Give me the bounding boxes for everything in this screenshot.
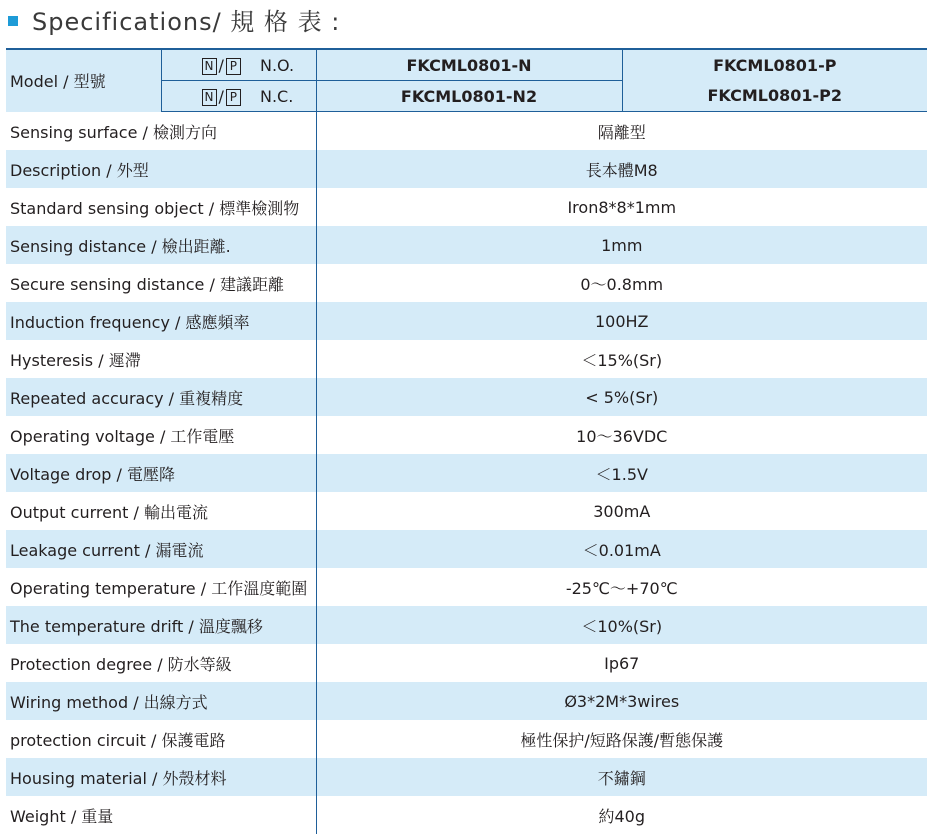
spec-row <box>6 720 927 758</box>
model-p2: FKCML0801-P2 <box>622 81 927 112</box>
spec-label: Weight / 重量 <box>6 796 316 834</box>
spec-label: The temperature drift / 溫度飄移 <box>6 606 316 644</box>
nc-label: N.C. <box>259 86 294 106</box>
spec-label: Sensing distance / 檢出距離. <box>6 226 316 264</box>
spec-label: Wiring method / 出線方式 <box>6 682 316 720</box>
spec-label: Output current / 輸出電流 <box>6 492 316 530</box>
spec-label: Leakage current / 漏電流 <box>6 530 316 568</box>
spec-value: 約40g <box>598 806 646 826</box>
spec-label: Operating temperature / 工作溫度範圍 <box>6 568 316 606</box>
spec-value: 0～0.8mm <box>580 274 664 294</box>
spec-value: Ø3*2M*3wires <box>316 682 927 720</box>
spec-row <box>6 606 927 644</box>
p-box: P <box>226 89 241 106</box>
spec-row <box>6 796 927 834</box>
spec-label: Repeated accuracy / 重複精度 <box>6 378 316 416</box>
spec-value: ＜0.01mA <box>316 530 927 568</box>
no-type-cell <box>161 49 316 81</box>
spec-row <box>6 378 927 416</box>
spec-value: ＜10%(Sr) <box>316 606 927 644</box>
spec-value: ＜1.5V <box>316 454 927 492</box>
spec-label: Description / 外型 <box>6 150 316 188</box>
spec-row <box>6 644 927 682</box>
spec-value: 極性保护/短路保護/暫態保護 <box>520 730 724 750</box>
spec-row <box>6 758 927 796</box>
no-label: N.O. <box>259 55 295 75</box>
title-bullet-icon <box>8 16 18 26</box>
nc-type-cell <box>161 81 316 112</box>
spec-row <box>6 188 927 226</box>
spec-label: Operating voltage / 工作電壓 <box>6 416 316 454</box>
spec-label: Standard sensing object / 標準檢測物 <box>6 188 316 226</box>
np-slash: / <box>218 86 224 106</box>
spec-value: 不鏽鋼 <box>316 758 927 796</box>
n-box: N <box>202 89 217 106</box>
spec-label: Secure sensing distance / 建議距離 <box>6 264 316 302</box>
np-slash: / <box>218 55 224 75</box>
spec-label: Induction frequency / 感應頻率 <box>6 302 316 340</box>
spec-row <box>6 530 927 568</box>
title-text: Specifications/ 規 格 表 : <box>32 7 341 36</box>
spec-label: Sensing surface / 檢測方向 <box>6 112 316 151</box>
spec-label: Protection degree / 防水等級 <box>6 644 316 682</box>
spec-label: Voltage drop / 電壓降 <box>6 454 316 492</box>
spec-row <box>6 302 927 340</box>
spec-label: Hysteresis / 遲滯 <box>6 340 316 378</box>
spec-row <box>6 682 927 720</box>
spec-row <box>6 112 927 151</box>
spec-value: 1mm <box>316 226 927 264</box>
spec-row <box>6 150 927 188</box>
spec-row <box>6 492 927 530</box>
spec-row <box>6 226 927 264</box>
spec-row <box>6 454 927 492</box>
spec-value: 100HZ <box>316 302 927 340</box>
page-title <box>8 2 340 36</box>
spec-value: 隔離型 <box>597 122 646 142</box>
spec-row <box>6 264 927 302</box>
n-box: N <box>202 58 217 75</box>
spec-value: Ip67 <box>604 653 640 673</box>
spec-table <box>6 48 927 834</box>
spec-row <box>6 416 927 454</box>
spec-value: Iron8*8*1mm <box>567 197 677 217</box>
spec-row <box>6 340 927 378</box>
spec-value: -25℃～+70℃ <box>565 578 678 598</box>
spec-label: Housing material / 外殼材料 <box>6 758 316 796</box>
model-n2: FKCML0801-N2 <box>316 81 622 112</box>
spec-value: 10～36VDC <box>576 426 668 446</box>
spec-value: ＜15%(Sr) <box>581 350 663 370</box>
spec-label: protection circuit / 保護電路 <box>6 720 316 758</box>
model-label: Model / 型號 <box>6 49 161 112</box>
model-p: FKCML0801-P <box>622 49 927 81</box>
header-row-no <box>6 49 927 81</box>
spec-value: < 5%(Sr) <box>316 378 927 416</box>
p-box: P <box>226 58 241 75</box>
model-n: FKCML0801-N <box>316 49 622 81</box>
spec-value: 長本體M8 <box>316 150 927 188</box>
spec-row <box>6 568 927 606</box>
spec-value: 300mA <box>593 501 651 521</box>
